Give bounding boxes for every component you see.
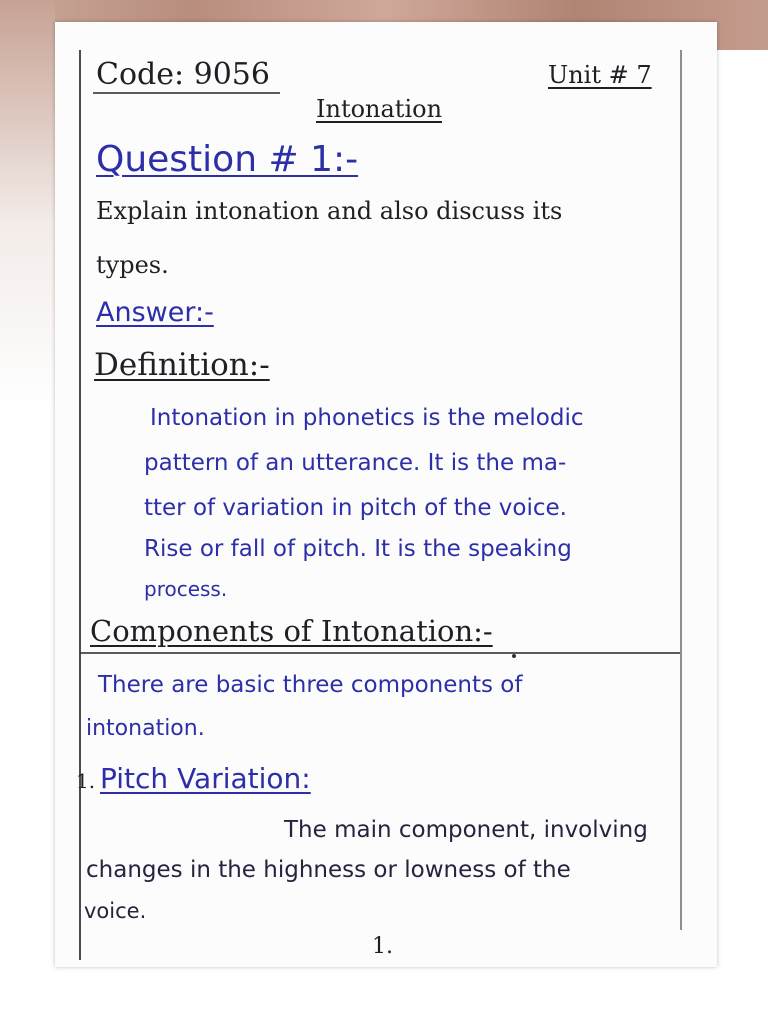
question-text-line: Explain intonation and also discuss its: [96, 197, 563, 225]
list-number: 1.: [76, 769, 96, 793]
topic-title: Intonation: [316, 95, 443, 123]
definition-line: Intonation in phonetics is the melodic: [150, 405, 584, 431]
code-underline: [93, 92, 280, 94]
course-code: Code: 9056: [96, 57, 270, 92]
right-margin-line: [680, 50, 682, 930]
definition-line: process.: [144, 577, 228, 601]
answer-label: Answer:-: [96, 297, 214, 328]
section-divider: [80, 652, 680, 654]
question-text-line: types.: [96, 251, 169, 279]
definition-line: pattern of an utterance. It is the ma-: [144, 450, 567, 476]
page-number: 1.: [372, 934, 393, 959]
components-line: There are basic three components of: [98, 672, 523, 698]
definition-line: tter of variation in pitch of the voice.: [144, 495, 567, 521]
question-heading: Question # 1:-: [96, 139, 359, 180]
ink-dot: [512, 654, 516, 658]
margin-line: [79, 50, 81, 960]
pitch-variation-line: changes in the highness or lowness of the: [86, 857, 571, 883]
pitch-variation-line: voice.: [84, 899, 147, 923]
definition-heading: Definition:-: [94, 347, 270, 383]
definition-line: Rise or fall of pitch. It is the speaking: [144, 536, 572, 562]
pitch-variation-heading: Pitch Variation:: [100, 762, 311, 795]
pitch-variation-line: The main component, involving: [284, 817, 648, 843]
unit-number: Unit # 7: [548, 61, 652, 89]
components-line: intonation.: [86, 716, 205, 741]
components-heading: Components of Intonation:-: [90, 614, 493, 648]
background-surface-left: [0, 0, 55, 1024]
